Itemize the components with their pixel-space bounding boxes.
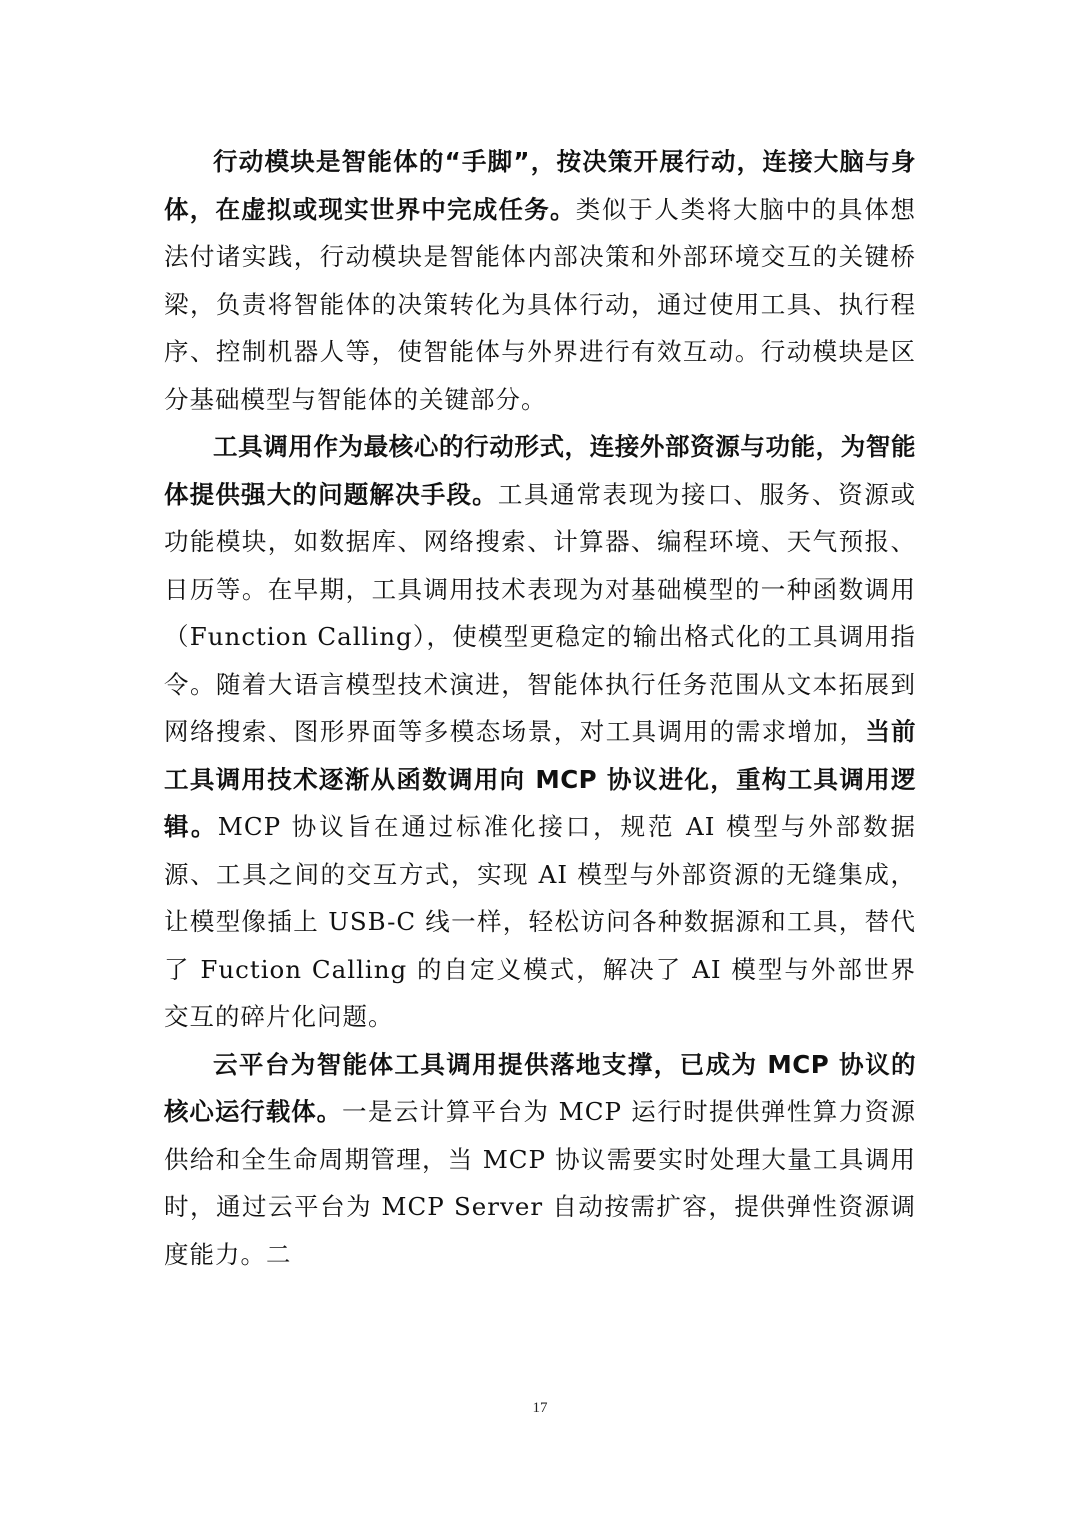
page-number: 17: [532, 1400, 548, 1416]
body-text: [164, 138, 916, 1278]
paragraph-body: 一是云计算平台为 MCP 运行时提供弹性算力资源供给和全生命周期管理，当 MCP 协议需要实时处理大量工具调用时，通过云平台为 MCP Server 自动按需扩容，提供弹性资源调度能力。二: [164, 1097, 917, 1269]
paragraph-lead-bold: 行动模块是智能体的“手脚”，按决策开展行动，连接大脑与身体，在虚拟或现实世界中完成任务。: [164, 147, 916, 224]
paragraph-body: 类似于人类将大脑中的具体想法付诸实践，行动模块是智能体内部决策和外部环境交互的关键桥梁，负责将智能体的决策转化为具体行动，通过使用工具、执行程序、控制机器人等，使智能体与外界进行有效互动。行动模块是区分基础模型与智能体的关键部分。: [164, 194, 917, 414]
paragraph-action-module: [164, 138, 916, 423]
paragraph-body: 工具通常表现为接口、服务、资源或功能模块，如数据库、网络搜索、计算器、编程环境、天气预报、日历等。在早期，工具调用技术表现为对基础模型的一种函数调用（Function Calling），使模型更稳定的输出格式化的工具调用指令。随着大语言模型技术演进，智能体执行任务范围从文本拓展到网络搜索、图形界面等多模态场景，对工具调用的需求增加，: [164, 479, 917, 746]
paragraph-cloud-platform: [164, 1041, 916, 1279]
paragraph-lead-bold: 云平台为智能体工具调用提供落地支撑，已成为 MCP 协议的核心运行载体。: [164, 1049, 916, 1126]
paragraph-lead-bold: 工具调用作为最核心的行动形式，连接外部资源与功能，为智能体提供强大的问题解决手段。: [164, 432, 916, 509]
paragraph-body-continued: MCP 协议旨在通过标准化接口，规范 AI 模型与外部数据源、工具之间的交互方式，实现 AI 模型与外部资源的无缝集成，让模型像插上 USB-C 线一样，轻松访问各种数据源和工具，替代了 Fuction Calling 的自定义模式，解决了 AI 模型与外部世界交互的碎片化问题。: [164, 812, 916, 1031]
paragraph-tool-calling: [164, 423, 916, 1041]
paragraph-inline-bold: 当前工具调用技术逐渐从函数调用向 MCP 协议进化，重构工具调用逻辑。: [164, 717, 916, 841]
